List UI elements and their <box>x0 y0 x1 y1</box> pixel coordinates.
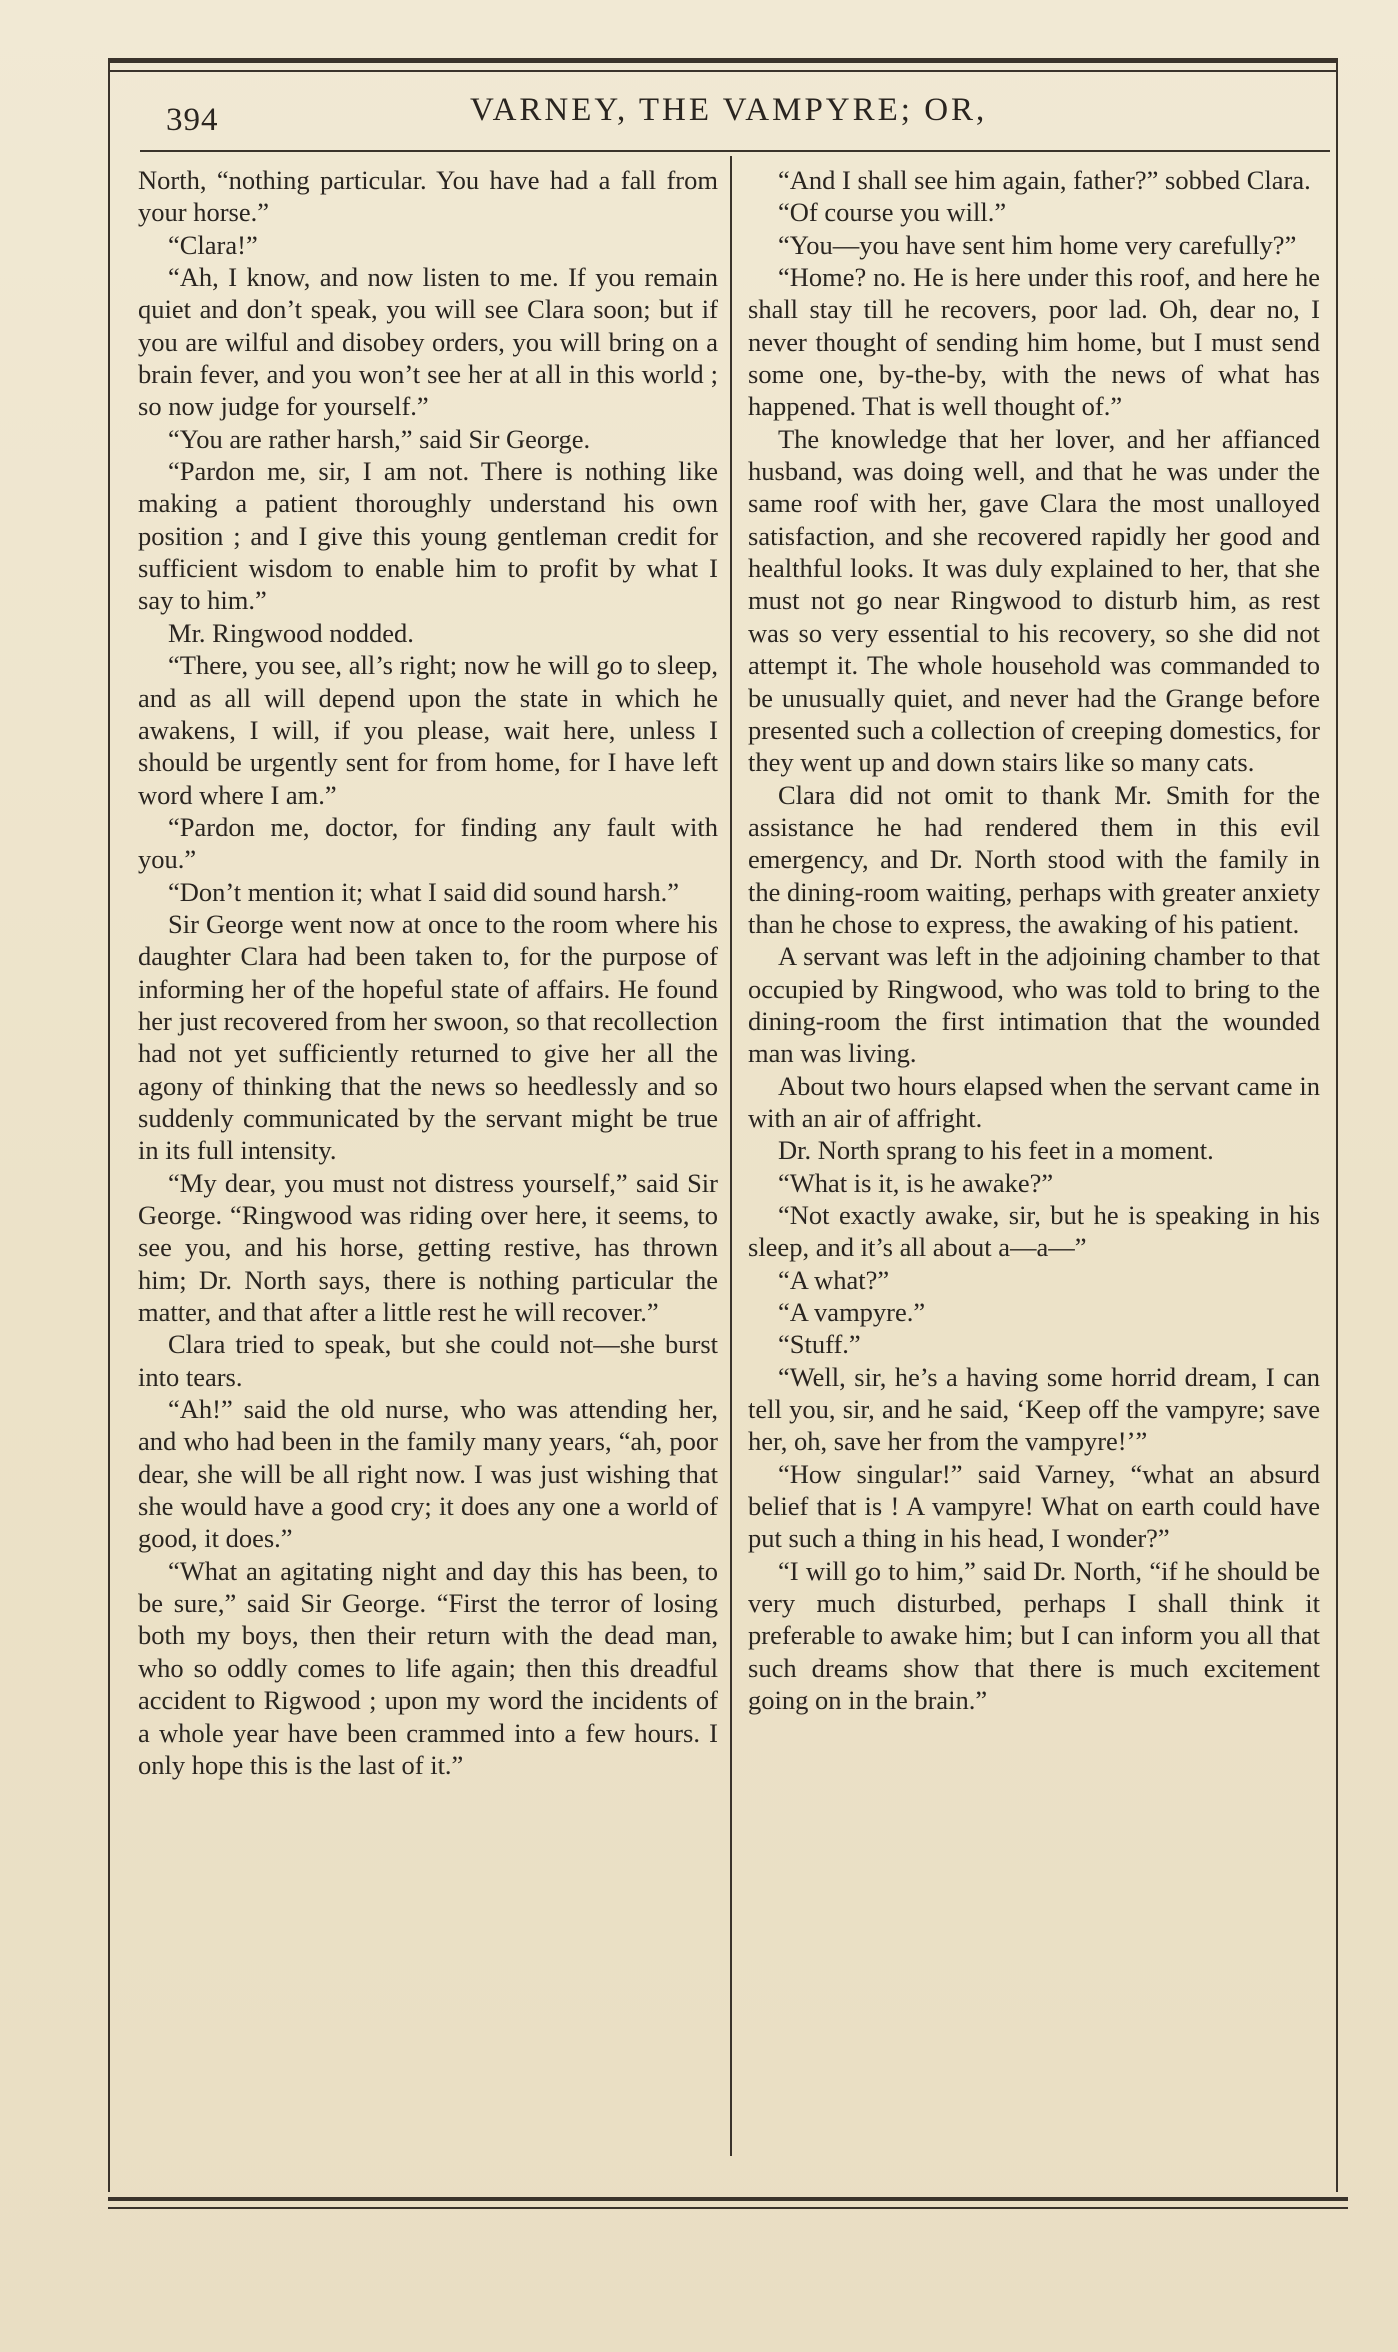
paragraph: The knowledge that her lover, and her affianced husband, was doing well, and that he was under the same roof with her, gave Clara the most unalloyed satisfaction, and she recovered rapidly her good and healthful looks. It was duly explained to her, that she must not go near Ringwood to disturb him, as rest was so very essential to his recovery, so she did not attempt it. The whole household was commanded to be unusually quiet, and never had the Grange before presented such a collection of creeping domestics, for they went up and down stairs like so many cats. <box>748 423 1320 778</box>
paragraph: “Don’t mention it; what I said did sound harsh.” <box>168 876 680 907</box>
paragraph: About two hours elapsed when the servant came in with an air of affright. <box>748 1070 1320 1133</box>
paragraph: Mr. Ringwood nodded. <box>168 617 414 648</box>
paragraph: “What is it, is he awake?” <box>778 1167 1054 1198</box>
left-frame-line <box>108 62 110 2192</box>
paragraph: “A what?” <box>778 1264 890 1295</box>
paragraph: “A vampyre.” <box>778 1297 926 1328</box>
page-header <box>108 86 1338 146</box>
top-rule <box>108 58 1338 63</box>
paragraph: “And I shall see him again, father?” sobbed Clara. <box>778 165 1311 195</box>
bottom-rule <box>108 2197 1348 2201</box>
paragraph: North, “nothing particular. You have had a fall from your horse.” <box>138 165 718 228</box>
column-divider <box>730 156 732 2156</box>
running-title: VARNEY, THE VAMPYRE; OR, <box>470 92 988 128</box>
paragraph: A servant was left in the adjoining chamber to that occupied by Ringwood, who was told to bring to the dining-room the first intimation that the wounded man was living. <box>748 941 1320 1069</box>
paragraph: “What an agitating night and day this has been, to be sure,” said Sir George. “First the terror of losing both my boys, then their return with the dead man, who so oddly comes to life again; then this dreadful accident to Rigwood ; upon my word the incidents of a whole year have been crammed into a few hours. I only hope this is the last of it.” <box>138 1555 718 1780</box>
bottom-rule-thin <box>108 2207 1348 2209</box>
paragraph: Dr. North sprang to his feet in a moment. <box>778 1135 1214 1166</box>
top-rule-thin <box>108 70 1338 72</box>
paragraph: “You—you have sent him home very carefully?” <box>778 229 1297 260</box>
paragraph: Clara did not omit to thank Mr. Smith for the assistance he had rendered them in this evil emergency, and Dr. North stood with the family in the dining-room waiting, perhaps with greater anxiety than he chose to express, the awaking of his patient. <box>748 779 1320 939</box>
paragraph: “Stuff.” <box>778 1329 861 1360</box>
paragraph: “Home? no. He is here under this roof, and here he shall stay till he recovers, poor lad. Oh, dear no, I never thought of sending him home, but I must send some one, by-the-by, with the news of what has happened. That is well thought of.” <box>748 262 1320 422</box>
page-number: 394 <box>166 102 219 138</box>
paragraph: Sir George went now at once to the room where his daughter Clara had been taken to, for the purpose of informing her of the hopeful state of affairs. He found her just recovered from her swoon, so that recollection had not yet sufficiently returned to give her all the agony of thinking that the news so heedlessly and so suddenly communicated by the servant might be true in its full intensity. <box>138 908 718 1166</box>
paragraph: Clara tried to speak, but she could not—she burst into tears. <box>138 1329 718 1392</box>
paragraph: “Not exactly awake, sir, but he is speaking in his sleep, and it’s all about a—a—” <box>748 1200 1320 1263</box>
paragraph: “Ah!” said the old nurse, who was attending her, and who had been in the family many years, “ah, poor dear, she will be all right now. I was just wishing that she would have a good cry; it does any one a world of good, it does.” <box>138 1394 718 1554</box>
paragraph: “Pardon me, doctor, for finding any fault with you.” <box>138 811 718 875</box>
paragraph: “Pardon me, sir, I am not. There is nothing like making a patient thoroughly understand his own position ; and I give this young gentleman credit for sufficient wisdom to enable him to profit by what I say to him.” <box>138 456 718 616</box>
right-text-column <box>748 164 1320 1717</box>
paragraph: “Clara!” <box>168 229 258 260</box>
header-rule <box>140 150 1330 152</box>
paragraph: “There, you see, all’s right; now he will go to sleep, and as all will depend upon the state in which he awakens, I will, if you please, wait here, unless I should be urgently sent for from home, for I have left word where I am.” <box>138 650 718 810</box>
paragraph: “Well, sir, he’s a having some horrid dream, I can tell you, sir, and he said, ‘Keep off the vampyre; save her, oh, save her from the vampyre!’” <box>748 1361 1320 1457</box>
paragraph: “I will go to him,” said Dr. North, “if he should be very much disturbed, perhaps I shall think it preferable to awake him; but I can inform you all that such dreams show that there is much excitement going on in the brain.” <box>748 1555 1320 1716</box>
paragraph: “My dear, you must not distress yourself,” said Sir George. “Ringwood was riding over here, it seems, to see you, and his horse, getting restive, has thrown him; Dr. North says, there is nothing particular the matter, and that after a little rest he will recover.” <box>138 1167 718 1328</box>
paragraph: “Of course you will.” <box>778 197 1007 228</box>
paragraph: “How singular!” said Varney, “what an absurd belief that is ! A vampyre! What on earth could have put such a thing in his head, I wonder?” <box>748 1458 1320 1554</box>
paragraph: “You are rather harsh,” said Sir George. <box>168 423 591 454</box>
right-frame-line <box>1336 62 1338 2192</box>
left-text-column <box>138 164 718 1781</box>
paragraph: “Ah, I know, and now listen to me. If you remain quiet and don’t speak, you will see Clara soon; but if you are wilful and disobey orders, you will bring on a brain fever, and you won’t see her at all in this world ; so now judge for yourself.” <box>138 262 718 422</box>
